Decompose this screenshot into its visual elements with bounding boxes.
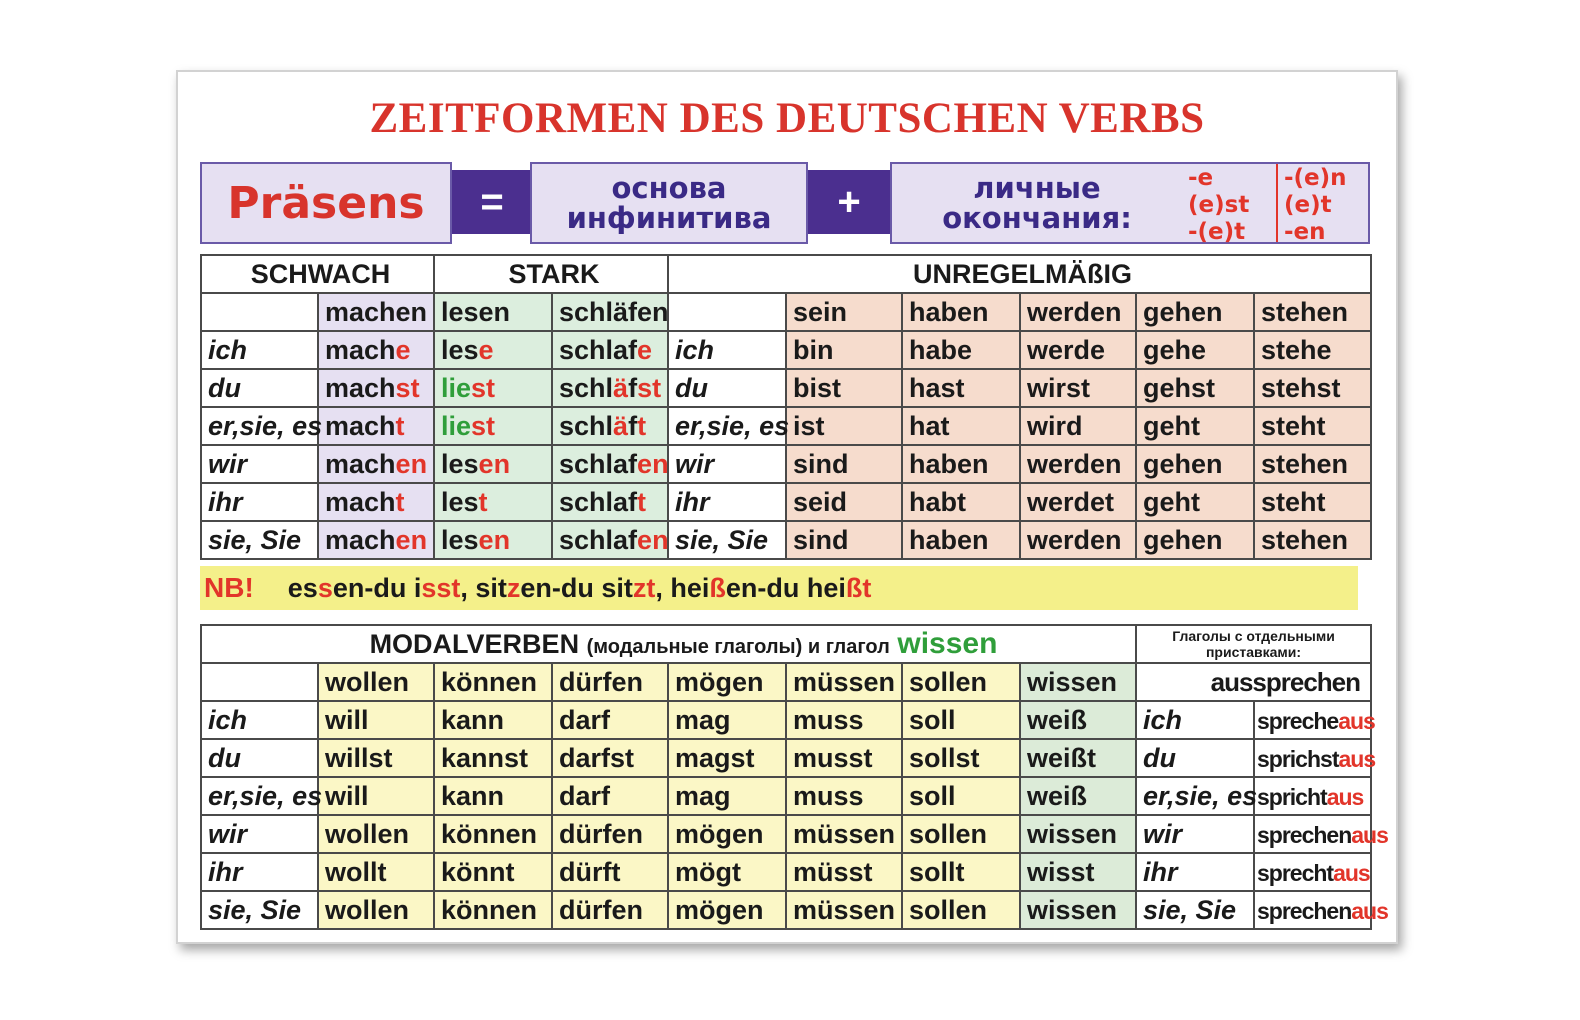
tense-name: Präsens	[227, 177, 425, 229]
pronoun-cell: du	[668, 369, 786, 407]
endings-label-line2: окончания:	[942, 201, 1132, 235]
nb-examples	[288, 573, 872, 604]
vowel-change: ä	[613, 410, 629, 441]
stem: les	[441, 448, 479, 479]
irregular-form-cell: werdet	[1020, 483, 1136, 521]
ending: st	[471, 410, 496, 441]
verb-header: schläfen	[552, 293, 668, 331]
pronoun-cell: du	[201, 739, 318, 777]
stem: mach	[325, 334, 396, 365]
separable-prefix: aus	[1338, 707, 1375, 734]
modal-form-cell: mag	[668, 777, 786, 815]
pronoun-cell: ihr	[201, 483, 318, 521]
verb-header-row	[201, 293, 1371, 331]
separable-prefix: aus	[1333, 859, 1370, 886]
nb-fragment: es	[287, 572, 318, 603]
ending: t	[637, 410, 647, 441]
strong-form-cell	[434, 521, 552, 559]
stem: schl	[559, 410, 614, 441]
modal-form-cell: kann	[434, 777, 552, 815]
irregular-form-cell: habe	[902, 331, 1020, 369]
nb-note	[200, 566, 1358, 610]
ending: (e)t	[1284, 192, 1332, 218]
modal-form-cell: dürfen	[552, 815, 668, 853]
strong-form-cell	[434, 445, 552, 483]
irregular-form-cell: stehst	[1254, 369, 1371, 407]
ending: en	[395, 524, 428, 555]
modal-form-cell: müsst	[786, 853, 902, 891]
stem: mach	[325, 372, 396, 403]
irregular-form-cell: gehst	[1136, 369, 1254, 407]
modal-verb-header: wissen	[1020, 663, 1136, 701]
vowel-change: lie	[441, 372, 472, 403]
stem: mach	[325, 524, 396, 555]
stem: f	[628, 372, 638, 403]
modal-heading-title: MODALVERBEN	[369, 629, 580, 659]
vowel-change: ä	[613, 372, 629, 403]
praesens-row	[201, 445, 1371, 483]
strong-form-cell	[552, 407, 668, 445]
modal-row	[201, 853, 1371, 891]
ending: st	[471, 372, 496, 403]
verb-header: stehen	[1254, 293, 1371, 331]
group-header-irregular: UNREGELMÄßIG	[668, 255, 1371, 293]
irregular-form-cell: bin	[786, 331, 902, 369]
modal-heading	[201, 625, 1136, 663]
separable-prefix: aus	[1351, 897, 1388, 924]
ending: en	[637, 524, 669, 555]
modal-row	[201, 777, 1371, 815]
modal-heading-wissen: wissen	[897, 627, 998, 660]
endings-divider	[1276, 164, 1278, 242]
separable-verb: sprecht	[1257, 859, 1334, 886]
verb-tenses-poster	[176, 70, 1398, 944]
stem: les	[441, 334, 479, 365]
modal-form-cell: will	[318, 777, 434, 815]
modal-form-cell: müssen	[786, 815, 902, 853]
pronoun-cell: ihr	[1136, 853, 1254, 891]
separable-form-cell	[1254, 815, 1388, 853]
modal-form-cell: mag	[668, 701, 786, 739]
ending: st	[395, 372, 420, 403]
praesens-row	[201, 369, 1371, 407]
nb-fragment: ß	[709, 572, 726, 603]
irregular-form-cell: hat	[902, 407, 1020, 445]
separable-form-cell	[1254, 891, 1388, 929]
verb-header: machen	[318, 293, 434, 331]
irregular-form-cell: seid	[786, 483, 902, 521]
modal-form-cell: können	[434, 891, 552, 929]
ending: t	[637, 486, 647, 517]
stem-label-line1: основа	[611, 171, 727, 205]
pronoun-cell: sie, Sie	[668, 521, 786, 559]
stem: les	[441, 524, 479, 555]
modal-form-cell: kann	[434, 701, 552, 739]
pronoun-cell: ihr	[668, 483, 786, 521]
equals-sign: =	[452, 170, 532, 234]
stem-label-line2: инфинитива	[566, 201, 772, 235]
separable-form-cell	[1254, 701, 1375, 739]
irregular-form-cell: habt	[902, 483, 1020, 521]
stem: f	[628, 410, 638, 441]
stem: mach	[325, 448, 396, 479]
modal-form-cell: sollt	[902, 853, 1020, 891]
irregular-form-cell: ist	[786, 407, 902, 445]
modal-verb-header: mögen	[668, 663, 786, 701]
modal-form-cell: dürfen	[552, 891, 668, 929]
pronoun-cell: er,sie, es	[668, 407, 786, 445]
modal-verbs-table	[200, 624, 1388, 930]
endings-plural	[1284, 164, 1368, 243]
weak-form-cell	[318, 407, 434, 445]
modal-form-cell: wollen	[318, 891, 434, 929]
ending: -e	[1188, 165, 1214, 191]
endings-singular	[1188, 164, 1272, 243]
weak-form-cell	[318, 521, 434, 559]
modal-form-cell: müssen	[786, 891, 902, 929]
pronoun-cell: er,sie, es	[201, 407, 318, 445]
verb-header: lesen	[434, 293, 552, 331]
pronoun-cell: du	[201, 369, 318, 407]
irregular-form-cell: hast	[902, 369, 1020, 407]
stem: schl	[559, 372, 614, 403]
pronoun-cell: ich	[201, 331, 318, 369]
verb-header: sein	[786, 293, 902, 331]
endings-label	[892, 164, 1182, 242]
modal-row	[201, 815, 1371, 853]
strong-form-cell	[434, 407, 552, 445]
modal-form-cell: darfst	[552, 739, 668, 777]
irregular-form-cell: gehen	[1136, 445, 1254, 483]
modal-form-cell: sollen	[902, 815, 1020, 853]
praesens-row	[201, 331, 1371, 369]
separable-prefix: aus	[1326, 783, 1364, 810]
ending: -(e)n	[1284, 165, 1347, 191]
ending: en	[478, 448, 511, 479]
infinitive-stem-box	[530, 162, 808, 244]
ending: e	[395, 334, 411, 365]
modal-form-cell: soll	[902, 701, 1020, 739]
modal-form-cell: mögt	[668, 853, 786, 891]
praesens-table	[200, 254, 1372, 560]
modal-form-cell: wissen	[1020, 815, 1136, 853]
irregular-form-cell: werde	[1020, 331, 1136, 369]
modal-verb-header: sollen	[902, 663, 1020, 701]
pronoun-cell: sie, Sie	[201, 891, 318, 929]
verb-header: gehen	[1136, 293, 1254, 331]
modal-form-cell: dürft	[552, 853, 668, 891]
modal-form-cell: weißt	[1020, 739, 1136, 777]
modal-form-cell: sollst	[902, 739, 1020, 777]
irregular-form-cell: bist	[786, 369, 902, 407]
ending: en	[478, 524, 511, 555]
irregular-form-cell: geht	[1136, 483, 1254, 521]
nb-fragment: z	[506, 572, 521, 603]
irregular-form-cell: stehen	[1254, 445, 1371, 483]
pronoun-cell: wir	[1136, 815, 1254, 853]
modal-form-cell: mögen	[668, 891, 786, 929]
modal-form-cell: darf	[552, 701, 668, 739]
ending: -en	[1284, 219, 1326, 245]
group-header-weak: SCHWACH	[201, 255, 434, 293]
irregular-form-cell: gehen	[1136, 521, 1254, 559]
separable-verb-header: aussprechen	[1136, 663, 1371, 701]
modal-form-cell: wissen	[1020, 891, 1136, 929]
irregular-form-cell: geht	[1136, 407, 1254, 445]
modal-form-cell: weiß	[1020, 701, 1136, 739]
modal-form-cell: können	[434, 815, 552, 853]
irregular-form-cell: steht	[1254, 483, 1371, 521]
nb-fragment: sst	[421, 572, 461, 603]
modal-form-cell: muss	[786, 777, 902, 815]
modal-form-cell: wollt	[318, 853, 434, 891]
ending: en	[637, 448, 669, 479]
group-header-strong: STARK	[434, 255, 668, 293]
strong-form-cell	[434, 483, 552, 521]
strong-form-cell	[434, 369, 552, 407]
ending: (e)st	[1188, 192, 1250, 218]
stem: schlaf	[559, 524, 638, 555]
nb-label: NB!	[204, 572, 254, 603]
stem: schlaf	[559, 448, 638, 479]
pronoun-cell: er,sie, es	[201, 777, 318, 815]
ending: e	[478, 334, 494, 365]
irregular-form-cell: wird	[1020, 407, 1136, 445]
modal-row	[201, 739, 1371, 777]
nb-fragment: , hei	[655, 572, 710, 603]
ending: t	[395, 410, 405, 441]
strong-form-cell	[552, 483, 668, 521]
modal-form-cell: willst	[318, 739, 434, 777]
strong-form-cell	[552, 521, 668, 559]
irregular-form-cell: haben	[902, 521, 1020, 559]
ending: t	[478, 486, 488, 517]
stem: mach	[325, 486, 396, 517]
separable-form-cell	[1254, 739, 1376, 777]
pronoun-cell: er,sie, es	[1136, 777, 1254, 815]
irregular-form-cell: gehe	[1136, 331, 1254, 369]
modal-header-row	[201, 663, 1371, 701]
tense-name-box	[200, 162, 452, 244]
empty-cell	[668, 293, 786, 331]
praesens-row	[201, 483, 1371, 521]
modal-form-cell: kannst	[434, 739, 552, 777]
strong-form-cell	[552, 369, 668, 407]
stem: les	[441, 486, 479, 517]
strong-form-cell	[552, 445, 668, 483]
irregular-form-cell: sind	[786, 521, 902, 559]
modal-verb-header: dürfen	[552, 663, 668, 701]
modal-form-cell: soll	[902, 777, 1020, 815]
praesens-row	[201, 407, 1371, 445]
nb-fragment: en-du sit	[520, 572, 633, 603]
modal-form-cell: könnt	[434, 853, 552, 891]
modal-verb-header: können	[434, 663, 552, 701]
separable-form-cell	[1254, 853, 1371, 891]
separable-note: Глаголы с отдельными приставками:	[1136, 625, 1371, 663]
modal-form-cell: wollen	[318, 815, 434, 853]
empty-cell	[201, 293, 318, 331]
strong-form-cell	[434, 331, 552, 369]
modal-form-cell: darf	[552, 777, 668, 815]
irregular-form-cell: werden	[1020, 445, 1136, 483]
irregular-form-cell: sind	[786, 445, 902, 483]
separable-verb: sprechen	[1257, 897, 1352, 924]
nb-fragment: zt	[632, 572, 656, 603]
pronoun-cell: wir	[201, 815, 318, 853]
modal-row	[201, 701, 1371, 739]
praesens-row	[201, 521, 1371, 559]
separable-verb: spricht	[1257, 783, 1327, 810]
irregular-form-cell: haben	[902, 445, 1020, 483]
nb-fragment: ßt	[845, 572, 872, 603]
nb-fragment: en-du i	[332, 572, 422, 603]
modal-heading-ru: (модальные глаголы) и глагол	[586, 636, 890, 658]
weak-form-cell	[318, 445, 434, 483]
strong-form-cell	[552, 331, 668, 369]
irregular-form-cell: steht	[1254, 407, 1371, 445]
weak-form-cell	[318, 483, 434, 521]
modal-row	[201, 891, 1371, 929]
verb-header: werden	[1020, 293, 1136, 331]
nb-fragment: en-du hei	[725, 572, 846, 603]
separable-form-cell	[1254, 777, 1371, 815]
weak-form-cell	[318, 369, 434, 407]
stem: schlaf	[559, 486, 638, 517]
modal-form-cell: muss	[786, 701, 902, 739]
modal-form-cell: weiß	[1020, 777, 1136, 815]
modal-verb-header: wollen	[318, 663, 434, 701]
modal-form-cell: wisst	[1020, 853, 1136, 891]
vowel-change: lie	[441, 410, 472, 441]
separable-verb: sprechen	[1257, 821, 1352, 848]
empty-cell	[201, 663, 318, 701]
ending: st	[637, 372, 662, 403]
irregular-form-cell: wirst	[1020, 369, 1136, 407]
ending: en	[395, 448, 428, 479]
modal-verb-header: müssen	[786, 663, 902, 701]
verb-header: haben	[902, 293, 1020, 331]
plus-sign: +	[808, 170, 890, 234]
pronoun-cell: wir	[668, 445, 786, 483]
separable-prefix: aus	[1338, 745, 1376, 772]
modal-form-cell: sollen	[902, 891, 1020, 929]
nb-fragment: s	[317, 572, 333, 603]
pronoun-cell: sie, Sie	[201, 521, 318, 559]
irregular-form-cell: stehe	[1254, 331, 1371, 369]
pronoun-cell: ich	[1136, 701, 1254, 739]
modal-form-cell: mögen	[668, 815, 786, 853]
personal-endings-box	[890, 162, 1370, 244]
endings-label-line1: личные	[973, 171, 1101, 205]
separable-verb: sprichst	[1257, 745, 1339, 772]
pronoun-cell: wir	[201, 445, 318, 483]
stem: schlaf	[559, 334, 638, 365]
ending: t	[395, 486, 405, 517]
poster-title: ZEITFORMEN DES DEUTSCHEN VERBS	[369, 95, 1205, 142]
ending: -(e)t	[1188, 219, 1246, 245]
ending: e	[637, 334, 653, 365]
nb-fragment: , sit	[460, 572, 507, 603]
pronoun-cell: sie, Sie	[1136, 891, 1254, 929]
pronoun-cell: ihr	[201, 853, 318, 891]
stem: mach	[325, 410, 396, 441]
separable-verb: spreche	[1257, 707, 1339, 734]
irregular-form-cell: werden	[1020, 521, 1136, 559]
separable-prefix: aus	[1351, 821, 1388, 848]
modal-form-cell: musst	[786, 739, 902, 777]
pronoun-cell: ich	[201, 701, 318, 739]
irregular-form-cell: stehen	[1254, 521, 1371, 559]
pronoun-cell: du	[1136, 739, 1254, 777]
weak-form-cell	[318, 331, 434, 369]
modal-form-cell: magst	[668, 739, 786, 777]
pronoun-cell: ich	[668, 331, 786, 369]
modal-form-cell: will	[318, 701, 434, 739]
